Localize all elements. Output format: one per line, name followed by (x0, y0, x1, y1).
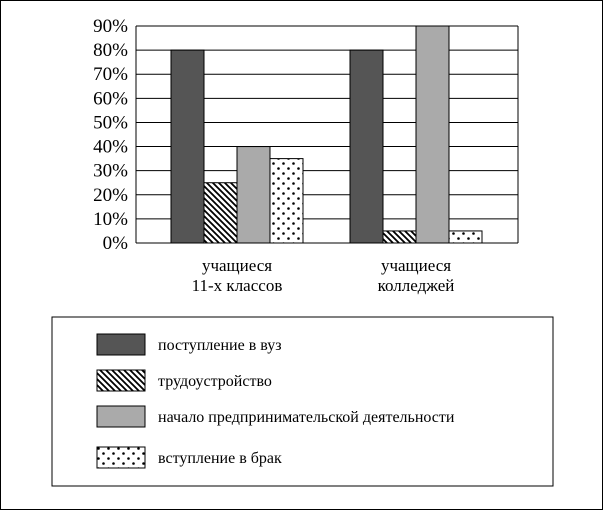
legend-swatch (97, 447, 145, 468)
y-tick-label: 40% (93, 136, 128, 158)
y-tick-label: 90% (93, 16, 128, 37)
category-label: учащиеся (380, 256, 452, 275)
legend-swatch (97, 334, 145, 355)
y-tick-label: 50% (93, 112, 128, 134)
legend-swatch (97, 370, 145, 391)
bar-1-1 (171, 50, 204, 243)
category-label: 11-х классов (191, 276, 283, 295)
y-tick-label: 60% (93, 88, 128, 110)
category-label: учащиеся (201, 256, 273, 275)
y-tick-label: 0% (102, 233, 128, 254)
bar-2-4 (449, 231, 482, 243)
legend (52, 317, 553, 486)
bars (171, 26, 482, 243)
legend-swatch (97, 406, 145, 427)
bar-chart (1, 1, 602, 509)
bar-1-2 (204, 183, 237, 243)
legend-label: начало предпринимательской деятельности (158, 409, 455, 426)
y-tick-label: 20% (93, 184, 128, 206)
bar-2-2 (383, 231, 416, 243)
bar-1-3 (237, 147, 270, 243)
y-tick-label: 80% (93, 40, 128, 62)
bar-2-1 (350, 50, 383, 243)
legend-label: трудоустройство (158, 373, 272, 390)
y-tick-label: 10% (93, 208, 128, 230)
category-labels (192, 256, 455, 295)
y-tick-label: 70% (93, 64, 128, 86)
bar-2-3 (416, 26, 449, 243)
legend-label: поступление в вуз (158, 337, 282, 354)
y-tick-label: 30% (93, 160, 128, 182)
bar-1-4 (270, 159, 303, 243)
legend-label: вступление в брак (158, 450, 282, 467)
category-label: колледжей (377, 276, 455, 295)
y-tick-labels (93, 16, 128, 254)
